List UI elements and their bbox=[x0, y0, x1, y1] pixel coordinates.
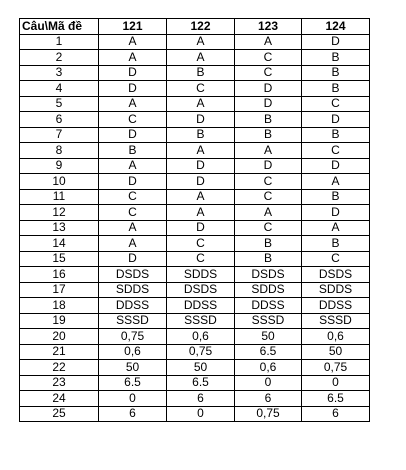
answer-cell-122: 50 bbox=[167, 360, 235, 376]
answer-cell-122: SDDS bbox=[167, 267, 235, 283]
question-number-cell: 17 bbox=[20, 282, 99, 298]
answer-cell-124: D bbox=[302, 158, 370, 174]
question-number-cell: 2 bbox=[20, 50, 99, 66]
table-row bbox=[20, 127, 370, 143]
answer-cell-122: C bbox=[167, 251, 235, 267]
header-row bbox=[20, 19, 370, 35]
table-row bbox=[20, 298, 370, 314]
table-row bbox=[20, 329, 370, 345]
table-row bbox=[20, 406, 370, 422]
answer-cell-122: DSDS bbox=[167, 282, 235, 298]
answer-cell-123: 6 bbox=[235, 391, 302, 407]
question-number-cell: 10 bbox=[20, 174, 99, 190]
question-number-cell: 15 bbox=[20, 251, 99, 267]
answer-cell-124: 0 bbox=[302, 375, 370, 391]
answer-cell-123: SSSD bbox=[235, 313, 302, 329]
answer-cell-122: 0,75 bbox=[167, 344, 235, 360]
answer-cell-121: D bbox=[99, 65, 167, 81]
header-code-122: 122 bbox=[167, 19, 235, 35]
answer-cell-124: A bbox=[302, 174, 370, 190]
answer-cell-123: 0,6 bbox=[235, 360, 302, 376]
answer-cell-121: A bbox=[99, 236, 167, 252]
question-number-cell: 18 bbox=[20, 298, 99, 314]
answer-cell-121: SSSD bbox=[99, 313, 167, 329]
answer-cell-122: A bbox=[167, 96, 235, 112]
answer-cell-122: SSSD bbox=[167, 313, 235, 329]
answer-cell-121: A bbox=[99, 220, 167, 236]
question-number-cell: 16 bbox=[20, 267, 99, 283]
table-row bbox=[20, 112, 370, 128]
question-number-cell: 14 bbox=[20, 236, 99, 252]
answer-cell-122: DDSS bbox=[167, 298, 235, 314]
question-number-cell: 5 bbox=[20, 96, 99, 112]
answer-cell-124: D bbox=[302, 112, 370, 128]
answer-cell-124: DDSS bbox=[302, 298, 370, 314]
answer-cell-122: A bbox=[167, 143, 235, 159]
table-row bbox=[20, 96, 370, 112]
table-row bbox=[20, 360, 370, 376]
answer-cell-121: 0 bbox=[99, 391, 167, 407]
answer-cell-122: B bbox=[167, 65, 235, 81]
answer-cell-123: 0,75 bbox=[235, 406, 302, 422]
question-number-cell: 13 bbox=[20, 220, 99, 236]
answer-key-table-container bbox=[19, 18, 370, 422]
answer-cell-122: B bbox=[167, 127, 235, 143]
question-number-cell: 19 bbox=[20, 313, 99, 329]
answer-cell-124: B bbox=[302, 189, 370, 205]
answer-cell-123: B bbox=[235, 251, 302, 267]
answer-cell-123: C bbox=[235, 50, 302, 66]
table-row bbox=[20, 158, 370, 174]
answer-cell-124: DSDS bbox=[302, 267, 370, 283]
answer-cell-121: C bbox=[99, 112, 167, 128]
table-row bbox=[20, 189, 370, 205]
question-number-cell: 22 bbox=[20, 360, 99, 376]
answer-cell-121: C bbox=[99, 189, 167, 205]
answer-key-table bbox=[19, 18, 370, 422]
answer-cell-124: B bbox=[302, 81, 370, 97]
answer-cell-122: 0 bbox=[167, 406, 235, 422]
question-number-cell: 12 bbox=[20, 205, 99, 221]
answer-cell-121: D bbox=[99, 81, 167, 97]
question-number-cell: 6 bbox=[20, 112, 99, 128]
answer-cell-123: DSDS bbox=[235, 267, 302, 283]
answer-cell-123: SDDS bbox=[235, 282, 302, 298]
table-row bbox=[20, 375, 370, 391]
answer-cell-122: A bbox=[167, 34, 235, 50]
question-number-cell: 4 bbox=[20, 81, 99, 97]
table-row bbox=[20, 391, 370, 407]
answer-cell-121: A bbox=[99, 158, 167, 174]
answer-cell-121: D bbox=[99, 251, 167, 267]
answer-cell-122: C bbox=[167, 236, 235, 252]
header-code-123: 123 bbox=[235, 19, 302, 35]
table-row bbox=[20, 205, 370, 221]
table-row bbox=[20, 81, 370, 97]
answer-cell-124: SSSD bbox=[302, 313, 370, 329]
question-number-cell: 25 bbox=[20, 406, 99, 422]
answer-cell-122: 6.5 bbox=[167, 375, 235, 391]
answer-cell-124: 6.5 bbox=[302, 391, 370, 407]
answer-cell-122: C bbox=[167, 81, 235, 97]
table-row bbox=[20, 65, 370, 81]
answer-cell-123: A bbox=[235, 34, 302, 50]
answer-cell-123: C bbox=[235, 65, 302, 81]
answer-cell-124: SDDS bbox=[302, 282, 370, 298]
header-question-label: Câu\Mã đề bbox=[20, 19, 99, 35]
answer-cell-122: D bbox=[167, 220, 235, 236]
table-row bbox=[20, 313, 370, 329]
table-row bbox=[20, 174, 370, 190]
answer-cell-122: D bbox=[167, 174, 235, 190]
answer-cell-121: A bbox=[99, 50, 167, 66]
question-number-cell: 24 bbox=[20, 391, 99, 407]
question-number-cell: 21 bbox=[20, 344, 99, 360]
answer-cell-121: C bbox=[99, 205, 167, 221]
answer-cell-121: A bbox=[99, 34, 167, 50]
answer-cell-123: B bbox=[235, 127, 302, 143]
table-body bbox=[20, 34, 370, 422]
answer-cell-122: A bbox=[167, 50, 235, 66]
answer-cell-123: C bbox=[235, 174, 302, 190]
answer-cell-124: B bbox=[302, 127, 370, 143]
answer-cell-123: C bbox=[235, 220, 302, 236]
answer-cell-122: 0,6 bbox=[167, 329, 235, 345]
header-code-121: 121 bbox=[99, 19, 167, 35]
question-number-cell: 3 bbox=[20, 65, 99, 81]
answer-cell-121: DDSS bbox=[99, 298, 167, 314]
answer-cell-121: SDDS bbox=[99, 282, 167, 298]
answer-cell-124: C bbox=[302, 251, 370, 267]
question-number-cell: 9 bbox=[20, 158, 99, 174]
answer-cell-121: 50 bbox=[99, 360, 167, 376]
table-row bbox=[20, 143, 370, 159]
answer-cell-124: D bbox=[302, 205, 370, 221]
question-number-cell: 8 bbox=[20, 143, 99, 159]
answer-cell-124: 0,6 bbox=[302, 329, 370, 345]
answer-cell-123: 6.5 bbox=[235, 344, 302, 360]
answer-cell-124: 50 bbox=[302, 344, 370, 360]
header-code-124: 124 bbox=[302, 19, 370, 35]
table-row bbox=[20, 236, 370, 252]
answer-cell-124: 0,75 bbox=[302, 360, 370, 376]
question-number-cell: 7 bbox=[20, 127, 99, 143]
answer-cell-124: B bbox=[302, 236, 370, 252]
table-row bbox=[20, 50, 370, 66]
answer-cell-123: 50 bbox=[235, 329, 302, 345]
question-number-cell: 20 bbox=[20, 329, 99, 345]
table-row bbox=[20, 267, 370, 283]
answer-cell-124: A bbox=[302, 220, 370, 236]
answer-cell-123: C bbox=[235, 189, 302, 205]
answer-cell-123: A bbox=[235, 143, 302, 159]
answer-cell-121: B bbox=[99, 143, 167, 159]
answer-cell-121: 0,6 bbox=[99, 344, 167, 360]
answer-cell-121: DSDS bbox=[99, 267, 167, 283]
answer-cell-123: D bbox=[235, 158, 302, 174]
answer-cell-122: D bbox=[167, 112, 235, 128]
answer-cell-124: B bbox=[302, 50, 370, 66]
answer-cell-122: A bbox=[167, 189, 235, 205]
answer-cell-124: B bbox=[302, 65, 370, 81]
answer-cell-121: 6.5 bbox=[99, 375, 167, 391]
question-number-cell: 23 bbox=[20, 375, 99, 391]
answer-cell-124: C bbox=[302, 143, 370, 159]
answer-cell-124: D bbox=[302, 34, 370, 50]
answer-cell-122: A bbox=[167, 205, 235, 221]
answer-cell-121: D bbox=[99, 174, 167, 190]
table-row bbox=[20, 344, 370, 360]
table-row bbox=[20, 251, 370, 267]
table-row bbox=[20, 220, 370, 236]
answer-cell-123: B bbox=[235, 236, 302, 252]
table-row bbox=[20, 34, 370, 50]
answer-cell-121: 6 bbox=[99, 406, 167, 422]
answer-cell-121: D bbox=[99, 127, 167, 143]
answer-cell-121: 0,75 bbox=[99, 329, 167, 345]
table-row bbox=[20, 282, 370, 298]
answer-cell-122: 6 bbox=[167, 391, 235, 407]
answer-cell-123: D bbox=[235, 96, 302, 112]
answer-cell-123: DDSS bbox=[235, 298, 302, 314]
answer-cell-123: 0 bbox=[235, 375, 302, 391]
answer-cell-122: D bbox=[167, 158, 235, 174]
answer-cell-123: B bbox=[235, 112, 302, 128]
answer-cell-121: A bbox=[99, 96, 167, 112]
question-number-cell: 1 bbox=[20, 34, 99, 50]
answer-cell-123: A bbox=[235, 205, 302, 221]
question-number-cell: 11 bbox=[20, 189, 99, 205]
answer-cell-124: C bbox=[302, 96, 370, 112]
answer-cell-124: 6 bbox=[302, 406, 370, 422]
answer-cell-123: D bbox=[235, 81, 302, 97]
